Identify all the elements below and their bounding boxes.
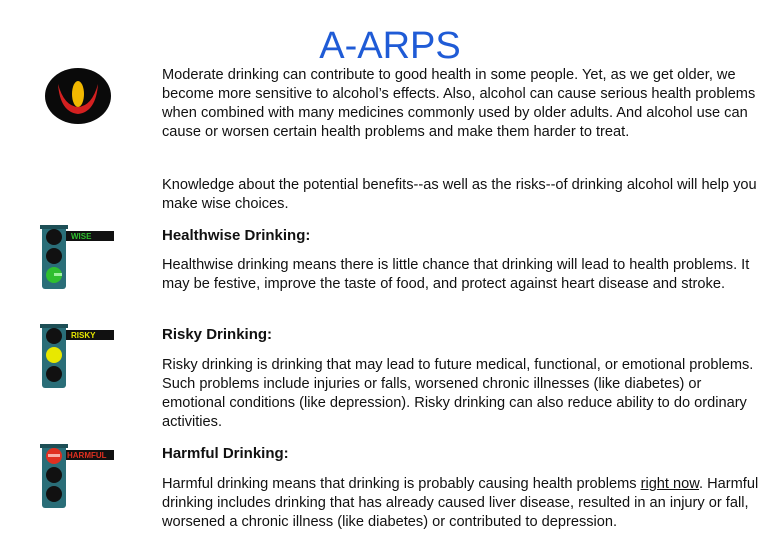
- section-heading-risky: Risky Drinking:: [162, 326, 273, 343]
- logo-icon: [44, 66, 112, 126]
- traffic-light-risky-icon: [40, 324, 116, 390]
- section-body-risky: Risky drinking is drinking that may lead to future medical, functional, or emotional problems. Such problems include injuries or falls, worsened chronic illnesses (like diabetes) or emotional conditions (like depression). Risky drinking can also reduce ability to do ordinary activities.: [162, 357, 754, 430]
- light-label-wise: WISE: [71, 232, 92, 241]
- traffic-light-harmful-icon: [40, 444, 116, 510]
- harmful-body-before: Harmful drinking means that drinking is probably causing health problems: [162, 476, 641, 492]
- light-label-risky: RISKY: [71, 331, 96, 340]
- traffic-light-wise-icon: [40, 225, 116, 291]
- right-now-emphasis: right now: [640, 476, 700, 492]
- light-label-harmful: HARMFUL: [67, 451, 107, 460]
- intro-paragraph-1: Moderate drinking can contribute to good health in some people. Yet, as we get older, we become more sensitive to alcohol’s effects. Also, alcohol can cause serious health problems when combined with many medicines commonly used by older adults. And alcohol use can cause or worsen certain health problems and make them harder to treat.: [162, 67, 756, 140]
- section-heading-harmful: Harmful Drinking:: [162, 445, 289, 462]
- intro-paragraph-2: Knowledge about the potential benefits--as well as the risks--of drinking alcohol will help you make wise choices.: [162, 177, 757, 212]
- harmful-body-after: . Harmful drinking includes drinking that has already caused liver disease, resulted in an injury or fall, worsened a chronic illness (like diabetes) or contributed to depression.: [162, 476, 759, 530]
- page-title: A-ARPS: [319, 25, 461, 67]
- section-heading-healthwise: Healthwise Drinking:: [162, 227, 311, 244]
- section-body-harmful: [162, 475, 760, 532]
- section-body-healthwise: Healthwise drinking means there is little chance that drinking will lead to health problems. It may be festive, improve the taste of food, and protect against heart disease and stroke.: [162, 257, 750, 292]
